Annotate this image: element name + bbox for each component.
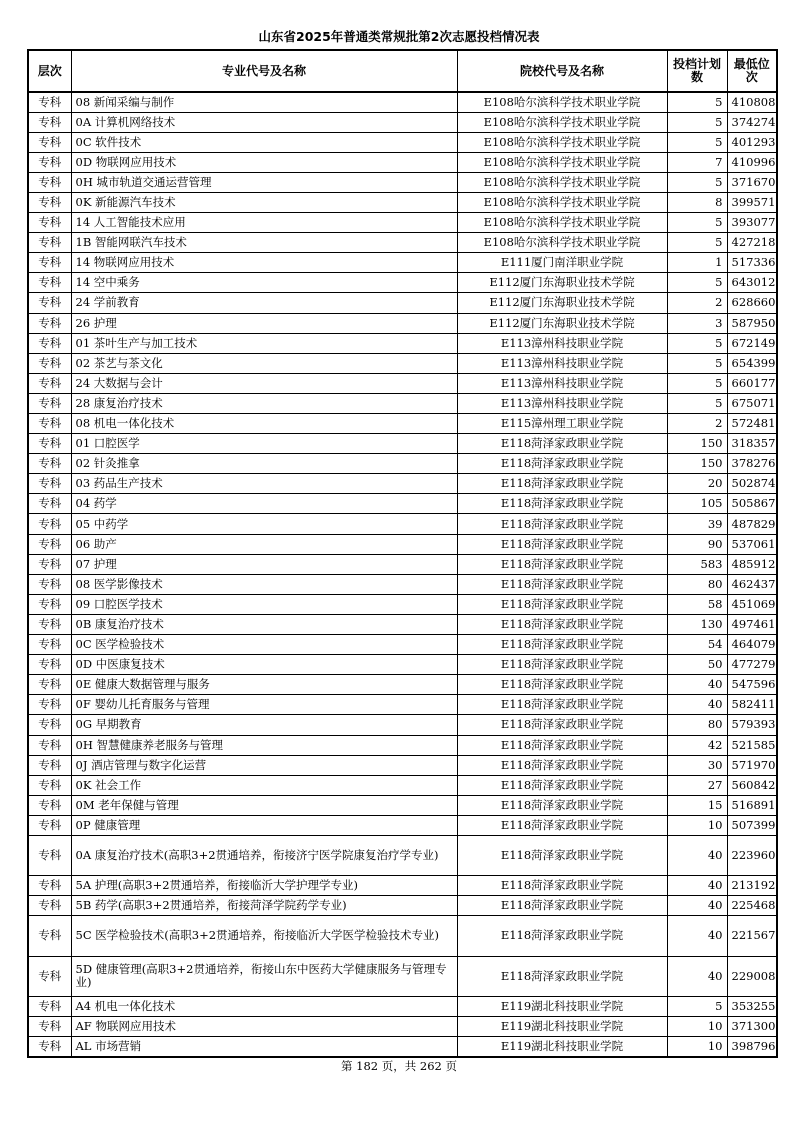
min-rank-cell: 628660 <box>727 293 777 313</box>
min-rank-cell: 505867 <box>727 494 777 514</box>
college-cell: E108哈尔滨科学技术职业学院 <box>457 192 667 212</box>
level-cell: 专科 <box>28 835 71 875</box>
table-row <box>28 233 777 253</box>
admission-table <box>27 49 778 1058</box>
college-cell: E118菏泽家政职业学院 <box>457 755 667 775</box>
college-cell: E108哈尔滨科学技术职业学院 <box>457 112 667 132</box>
college-cell: E118菏泽家政职业学院 <box>457 775 667 795</box>
college-cell: E113漳州科技职业学院 <box>457 333 667 353</box>
major-cell: 0B 康复治疗技术 <box>71 614 457 634</box>
table-row <box>28 614 777 634</box>
major-cell: 14 空中乘务 <box>71 273 457 293</box>
level-cell: 专科 <box>28 815 71 835</box>
level-cell: 专科 <box>28 132 71 152</box>
plan-count-cell: 7 <box>667 152 727 172</box>
table-row <box>28 192 777 212</box>
table-row <box>28 333 777 353</box>
major-cell: 02 针灸推拿 <box>71 454 457 474</box>
plan-count-cell: 2 <box>667 414 727 434</box>
college-cell: E108哈尔滨科学技术职业学院 <box>457 92 667 112</box>
level-cell: 专科 <box>28 353 71 373</box>
college-cell: E118菏泽家政职业学院 <box>457 474 667 494</box>
major-cell: 0J 酒店管理与数字化运营 <box>71 755 457 775</box>
level-cell: 专科 <box>28 916 71 956</box>
college-cell: E118菏泽家政职业学院 <box>457 735 667 755</box>
level-cell: 专科 <box>28 514 71 534</box>
level-cell: 专科 <box>28 896 71 916</box>
header-min-rank: 最低位次 <box>727 50 777 92</box>
table-row <box>28 675 777 695</box>
min-rank-cell: 675071 <box>727 393 777 413</box>
plan-count-cell: 2 <box>667 293 727 313</box>
min-rank-cell: 547596 <box>727 675 777 695</box>
college-cell: E118菏泽家政职业学院 <box>457 574 667 594</box>
plan-count-cell: 5 <box>667 996 727 1016</box>
min-rank-cell: 371300 <box>727 1016 777 1036</box>
min-rank-cell: 516891 <box>727 795 777 815</box>
plan-count-cell: 40 <box>667 876 727 896</box>
table-row <box>28 815 777 835</box>
college-cell: E118菏泽家政职业学院 <box>457 614 667 634</box>
college-cell: E111厦门南洋职业学院 <box>457 253 667 273</box>
table-row <box>28 775 777 795</box>
table-row <box>28 795 777 815</box>
plan-count-cell: 30 <box>667 755 727 775</box>
table-row <box>28 876 777 896</box>
major-cell: 5C 医学检验技术(高职3+2贯通培养，衔接临沂大学医学检验技术专业) <box>71 916 457 956</box>
table-row <box>28 1036 777 1056</box>
min-rank-cell: 374274 <box>727 112 777 132</box>
plan-count-cell: 10 <box>667 1036 727 1056</box>
table-row <box>28 273 777 293</box>
table-row <box>28 534 777 554</box>
plan-count-cell: 80 <box>667 574 727 594</box>
min-rank-cell: 517336 <box>727 253 777 273</box>
level-cell: 专科 <box>28 112 71 132</box>
table-row <box>28 635 777 655</box>
major-cell: 0C 医学检验技术 <box>71 635 457 655</box>
min-rank-cell: 587950 <box>727 313 777 333</box>
min-rank-cell: 427218 <box>727 233 777 253</box>
table-row <box>28 896 777 916</box>
level-cell: 专科 <box>28 313 71 333</box>
plan-count-cell: 27 <box>667 775 727 795</box>
major-cell: 14 人工智能技术应用 <box>71 213 457 233</box>
table-row <box>28 172 777 192</box>
level-cell: 专科 <box>28 655 71 675</box>
college-cell: E108哈尔滨科学技术职业学院 <box>457 233 667 253</box>
min-rank-cell: 660177 <box>727 373 777 393</box>
min-rank-cell: 477279 <box>727 655 777 675</box>
plan-count-cell: 5 <box>667 333 727 353</box>
min-rank-cell: 643012 <box>727 273 777 293</box>
plan-count-cell: 15 <box>667 795 727 815</box>
table-header-row <box>28 50 777 92</box>
plan-count-cell: 39 <box>667 514 727 534</box>
table-row <box>28 755 777 775</box>
level-cell: 专科 <box>28 172 71 192</box>
college-cell: E118菏泽家政职业学院 <box>457 594 667 614</box>
min-rank-cell: 229008 <box>727 956 777 996</box>
major-cell: 0C 软件技术 <box>71 132 457 152</box>
level-cell: 专科 <box>28 1016 71 1036</box>
table-row <box>28 353 777 373</box>
plan-count-cell: 150 <box>667 454 727 474</box>
major-cell: 04 药学 <box>71 494 457 514</box>
major-cell: 06 助产 <box>71 534 457 554</box>
plan-count-cell: 5 <box>667 213 727 233</box>
college-cell: E108哈尔滨科学技术职业学院 <box>457 172 667 192</box>
plan-count-cell: 50 <box>667 655 727 675</box>
major-cell: 0H 城市轨道交通运营管理 <box>71 172 457 192</box>
plan-count-cell: 8 <box>667 192 727 212</box>
major-cell: 0H 智慧健康养老服务与管理 <box>71 735 457 755</box>
major-cell: 09 口腔医学技术 <box>71 594 457 614</box>
table-row <box>28 735 777 755</box>
min-rank-cell: 487829 <box>727 514 777 534</box>
major-cell: 24 学前教育 <box>71 293 457 313</box>
major-cell: 0A 康复治疗技术(高职3+2贯通培养，衔接济宁医学院康复治疗学专业) <box>71 835 457 875</box>
min-rank-cell: 672149 <box>727 333 777 353</box>
major-cell: 01 茶叶生产与加工技术 <box>71 333 457 353</box>
min-rank-cell: 464079 <box>727 635 777 655</box>
college-cell: E108哈尔滨科学技术职业学院 <box>457 132 667 152</box>
major-cell: 28 康复治疗技术 <box>71 393 457 413</box>
plan-count-cell: 583 <box>667 554 727 574</box>
min-rank-cell: 579393 <box>727 715 777 735</box>
table-row <box>28 393 777 413</box>
major-cell: 01 口腔医学 <box>71 434 457 454</box>
table-row <box>28 655 777 675</box>
plan-count-cell: 54 <box>667 635 727 655</box>
min-rank-cell: 401293 <box>727 132 777 152</box>
level-cell: 专科 <box>28 233 71 253</box>
level-cell: 专科 <box>28 695 71 715</box>
major-cell: 02 茶艺与茶文化 <box>71 353 457 373</box>
plan-count-cell: 58 <box>667 594 727 614</box>
major-cell: 08 新闻采编与制作 <box>71 92 457 112</box>
plan-count-cell: 105 <box>667 494 727 514</box>
level-cell: 专科 <box>28 635 71 655</box>
min-rank-cell: 485912 <box>727 554 777 574</box>
table-row <box>28 213 777 233</box>
plan-count-cell: 40 <box>667 835 727 875</box>
min-rank-cell: 399571 <box>727 192 777 212</box>
level-cell: 专科 <box>28 474 71 494</box>
table-row <box>28 373 777 393</box>
level-cell: 专科 <box>28 213 71 233</box>
level-cell: 专科 <box>28 735 71 755</box>
major-cell: AL 市场营销 <box>71 1036 457 1056</box>
level-cell: 专科 <box>28 534 71 554</box>
major-cell: 0K 社会工作 <box>71 775 457 795</box>
college-cell: E118菏泽家政职业学院 <box>457 655 667 675</box>
table-row <box>28 996 777 1016</box>
college-cell: E119湖北科技职业学院 <box>457 996 667 1016</box>
college-cell: E118菏泽家政职业学院 <box>457 635 667 655</box>
plan-count-cell: 5 <box>667 273 727 293</box>
plan-count-cell: 150 <box>667 434 727 454</box>
min-rank-cell: 410996 <box>727 152 777 172</box>
plan-count-cell: 5 <box>667 233 727 253</box>
min-rank-cell: 398796 <box>727 1036 777 1056</box>
plan-count-cell: 5 <box>667 172 727 192</box>
table-row <box>28 956 777 996</box>
major-cell: 07 护理 <box>71 554 457 574</box>
table-row <box>28 594 777 614</box>
level-cell: 专科 <box>28 192 71 212</box>
college-cell: E118菏泽家政职业学院 <box>457 715 667 735</box>
major-cell: 08 医学影像技术 <box>71 574 457 594</box>
level-cell: 专科 <box>28 755 71 775</box>
plan-count-cell: 10 <box>667 815 727 835</box>
table-row <box>28 454 777 474</box>
min-rank-cell: 213192 <box>727 876 777 896</box>
major-cell: 26 护理 <box>71 313 457 333</box>
level-cell: 专科 <box>28 393 71 413</box>
college-cell: E115漳州理工职业学院 <box>457 414 667 434</box>
level-cell: 专科 <box>28 554 71 574</box>
min-rank-cell: 462437 <box>727 574 777 594</box>
college-cell: E118菏泽家政职业学院 <box>457 815 667 835</box>
college-cell: E113漳州科技职业学院 <box>457 353 667 373</box>
college-cell: E112厦门东海职业技术学院 <box>457 293 667 313</box>
table-row <box>28 474 777 494</box>
plan-count-cell: 5 <box>667 112 727 132</box>
college-cell: E118菏泽家政职业学院 <box>457 454 667 474</box>
plan-count-cell: 40 <box>667 896 727 916</box>
major-cell: A4 机电一体化技术 <box>71 996 457 1016</box>
min-rank-cell: 497461 <box>727 614 777 634</box>
plan-count-cell: 5 <box>667 393 727 413</box>
min-rank-cell: 560842 <box>727 775 777 795</box>
table-row <box>28 514 777 534</box>
major-cell: 08 机电一体化技术 <box>71 414 457 434</box>
major-cell: 24 大数据与会计 <box>71 373 457 393</box>
level-cell: 专科 <box>28 273 71 293</box>
major-cell: 5A 护理(高职3+2贯通培养，衔接临沂大学护理学专业) <box>71 876 457 896</box>
plan-count-cell: 40 <box>667 695 727 715</box>
college-cell: E118菏泽家政职业学院 <box>457 795 667 815</box>
level-cell: 专科 <box>28 775 71 795</box>
college-cell: E118菏泽家政职业学院 <box>457 876 667 896</box>
level-cell: 专科 <box>28 715 71 735</box>
major-cell: 0G 早期教育 <box>71 715 457 735</box>
level-cell: 专科 <box>28 675 71 695</box>
plan-count-cell: 130 <box>667 614 727 634</box>
plan-count-cell: 80 <box>667 715 727 735</box>
major-cell: 5B 药学(高职3+2贯通培养，衔接菏泽学院药学专业) <box>71 896 457 916</box>
plan-count-cell: 42 <box>667 735 727 755</box>
college-cell: E119湖北科技职业学院 <box>457 1036 667 1056</box>
min-rank-cell: 572481 <box>727 414 777 434</box>
table-row <box>28 112 777 132</box>
page-title: 山东省2025年普通类常规批第2次志愿投档情况表 <box>258 29 540 44</box>
level-cell: 专科 <box>28 876 71 896</box>
college-cell: E118菏泽家政职业学院 <box>457 434 667 454</box>
level-cell: 专科 <box>28 253 71 273</box>
college-cell: E112厦门东海职业技术学院 <box>457 273 667 293</box>
plan-count-cell: 40 <box>667 675 727 695</box>
level-cell: 专科 <box>28 614 71 634</box>
level-cell: 专科 <box>28 414 71 434</box>
min-rank-cell: 451069 <box>727 594 777 614</box>
level-cell: 专科 <box>28 574 71 594</box>
plan-count-cell: 40 <box>667 956 727 996</box>
level-cell: 专科 <box>28 293 71 313</box>
college-cell: E113漳州科技职业学院 <box>457 373 667 393</box>
min-rank-cell: 507399 <box>727 815 777 835</box>
min-rank-cell: 502874 <box>727 474 777 494</box>
major-cell: 0D 物联网应用技术 <box>71 152 457 172</box>
plan-count-cell: 3 <box>667 313 727 333</box>
table-row <box>28 132 777 152</box>
college-cell: E118菏泽家政职业学院 <box>457 554 667 574</box>
major-cell: 03 药品生产技术 <box>71 474 457 494</box>
min-rank-cell: 318357 <box>727 434 777 454</box>
level-cell: 专科 <box>28 152 71 172</box>
level-cell: 专科 <box>28 434 71 454</box>
plan-count-cell: 90 <box>667 534 727 554</box>
min-rank-cell: 371670 <box>727 172 777 192</box>
table-row <box>28 313 777 333</box>
level-cell: 专科 <box>28 996 71 1016</box>
level-cell: 专科 <box>28 494 71 514</box>
level-cell: 专科 <box>28 92 71 112</box>
page-footer: 第 182 页，共 262 页 <box>340 1059 458 1073</box>
major-cell: 0K 新能源汽车技术 <box>71 192 457 212</box>
major-cell: 14 物联网应用技术 <box>71 253 457 273</box>
min-rank-cell: 582411 <box>727 695 777 715</box>
major-cell: AF 物联网应用技术 <box>71 1016 457 1036</box>
level-cell: 专科 <box>28 333 71 353</box>
college-cell: E118菏泽家政职业学院 <box>457 956 667 996</box>
table-row <box>28 916 777 956</box>
college-cell: E118菏泽家政职业学院 <box>457 835 667 875</box>
major-cell: 0F 婴幼儿托育服务与管理 <box>71 695 457 715</box>
plan-count-cell: 10 <box>667 1016 727 1036</box>
min-rank-cell: 393077 <box>727 213 777 233</box>
college-cell: E118菏泽家政职业学院 <box>457 695 667 715</box>
college-cell: E118菏泽家政职业学院 <box>457 514 667 534</box>
college-cell: E108哈尔滨科学技术职业学院 <box>457 152 667 172</box>
major-cell: 5D 健康管理(高职3+2贯通培养，衔接山东中医药大学健康服务与管理专业) <box>71 956 457 996</box>
plan-count-cell: 5 <box>667 132 727 152</box>
major-cell: 0E 健康大数据管理与服务 <box>71 675 457 695</box>
min-rank-cell: 378276 <box>727 454 777 474</box>
college-cell: E118菏泽家政职业学院 <box>457 494 667 514</box>
table-row <box>28 715 777 735</box>
min-rank-cell: 571970 <box>727 755 777 775</box>
plan-count-cell: 5 <box>667 353 727 373</box>
table-row <box>28 152 777 172</box>
table-row <box>28 494 777 514</box>
min-rank-cell: 410808 <box>727 92 777 112</box>
table-row <box>28 574 777 594</box>
min-rank-cell: 521585 <box>727 735 777 755</box>
college-cell: E113漳州科技职业学院 <box>457 393 667 413</box>
level-cell: 专科 <box>28 795 71 815</box>
header-major: 专业代号及名称 <box>71 50 457 92</box>
college-cell: E119湖北科技职业学院 <box>457 1016 667 1036</box>
college-cell: E108哈尔滨科学技术职业学院 <box>457 213 667 233</box>
plan-count-cell: 5 <box>667 92 727 112</box>
min-rank-cell: 225468 <box>727 896 777 916</box>
major-cell: 1B 智能网联汽车技术 <box>71 233 457 253</box>
level-cell: 专科 <box>28 594 71 614</box>
min-rank-cell: 221567 <box>727 916 777 956</box>
college-cell: E118菏泽家政职业学院 <box>457 534 667 554</box>
table-row <box>28 554 777 574</box>
college-cell: E118菏泽家政职业学院 <box>457 896 667 916</box>
table-row <box>28 835 777 875</box>
level-cell: 专科 <box>28 454 71 474</box>
plan-count-cell: 20 <box>667 474 727 494</box>
college-cell: E112厦门东海职业技术学院 <box>457 313 667 333</box>
level-cell: 专科 <box>28 1036 71 1056</box>
header-plan-count: 投档计划数 <box>667 50 727 92</box>
min-rank-cell: 223960 <box>727 835 777 875</box>
major-cell: 0P 健康管理 <box>71 815 457 835</box>
level-cell: 专科 <box>28 956 71 996</box>
table-row <box>28 1016 777 1036</box>
major-cell: 0A 计算机网络技术 <box>71 112 457 132</box>
major-cell: 0D 中医康复技术 <box>71 655 457 675</box>
header-level: 层次 <box>28 50 71 92</box>
plan-count-cell: 40 <box>667 916 727 956</box>
table-body <box>28 92 777 1057</box>
min-rank-cell: 654399 <box>727 353 777 373</box>
table-row <box>28 695 777 715</box>
min-rank-cell: 353255 <box>727 996 777 1016</box>
header-college: 院校代号及名称 <box>457 50 667 92</box>
major-cell: 0M 老年保健与管理 <box>71 795 457 815</box>
min-rank-cell: 537061 <box>727 534 777 554</box>
table-row <box>28 253 777 273</box>
table-row <box>28 293 777 313</box>
college-cell: E118菏泽家政职业学院 <box>457 916 667 956</box>
plan-count-cell: 1 <box>667 253 727 273</box>
table-row <box>28 414 777 434</box>
college-cell: E118菏泽家政职业学院 <box>457 675 667 695</box>
major-cell: 05 中药学 <box>71 514 457 534</box>
table-row <box>28 434 777 454</box>
level-cell: 专科 <box>28 373 71 393</box>
plan-count-cell: 5 <box>667 373 727 393</box>
table-row <box>28 92 777 112</box>
